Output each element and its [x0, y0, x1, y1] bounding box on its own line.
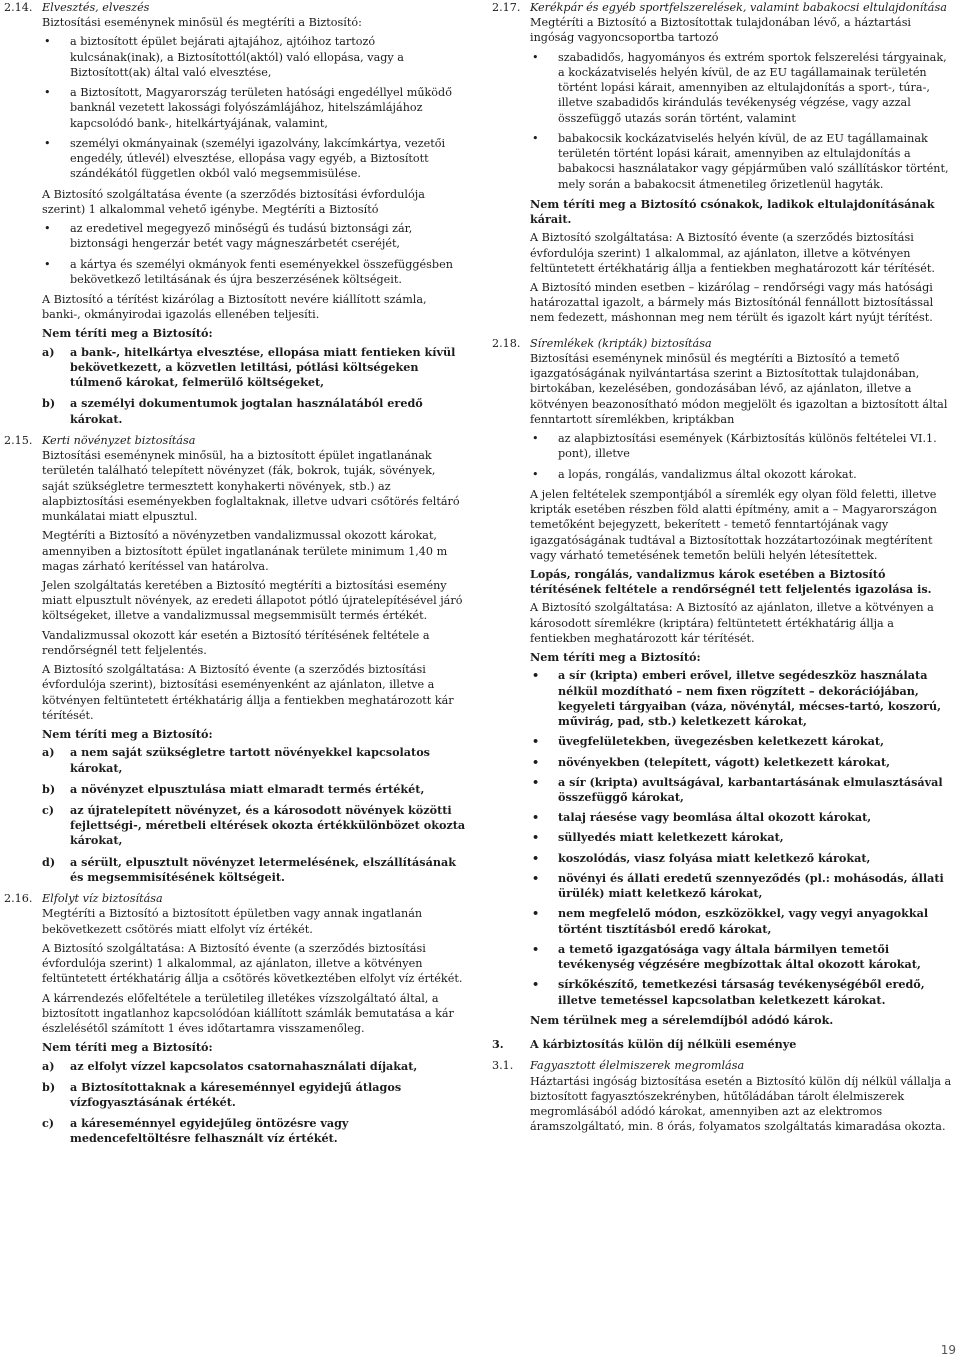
section-2-16-body — [4, 906, 466, 1146]
section-3-heading — [492, 1037, 956, 1052]
list-item — [42, 1080, 466, 1110]
list-item: • sírkőkészítő, temetkezési társaság tevékenységéből eredő, illetve temetéssel kapcsolatban keletkezett károkat. — [530, 977, 956, 1007]
paragraph: A Biztosító a térítést kizárólag a Biztosított nevére kiállított számla, banki-, okmányirodai igazolás ellenében teljesíti. — [42, 292, 427, 322]
list-marker: b) — [42, 1079, 56, 1094]
list-item: • babakocsik kockázatviselés helyén kívül, de az EU tagállamainak területén történt lopási kárait, amennyiben az eltulajdonítás a babakocsi használatakor vagy gépjárműben való szállításkor történt, mely során a babakocsit átmenetileg őrizetlenül hagyták. — [530, 131, 956, 192]
exclusion-list — [42, 745, 466, 885]
section-title: Kerékpár és egyéb sportfelszerelések, valamint babakocsi eltulajdonítása — [530, 1, 947, 14]
left-column — [4, 0, 466, 1153]
paragraph: Megtéríti a Biztosító a növényzetben vandalizmussal okozott károkat, amennyiben a biztosított épület ingatlanának területe minimum 1,40 m magas zárható kerítéssel van határolva. — [42, 529, 448, 573]
closing-note: Nem térülnek meg a sérelemdíjból adódó károk. — [530, 1012, 834, 1027]
list-item: • nem megfelelő módon, eszközökkel, vagy vegyi anyagokkal történt tisztításból eredő károkat, — [530, 906, 956, 936]
bullet-list — [42, 34, 466, 181]
list-text: az újratelepített növényzet, és a károsodott növények közötti fejlettségi-, méretbeli eltérések okozta értékkülönbözet okozta károkat, — [70, 803, 466, 848]
paragraph: A Biztosító szolgáltatása: A Biztosító évente (a szerződés biztosítási évfordulója szerint) 1 alkalommal, az ajánlaton, illetve a kötvényen feltüntetett értékhatárig állja a fentiekben meghatározott kár térítését. — [530, 231, 935, 275]
list-text: az elfolyt vízzel kapcsolatos csatornahasználati díjakat, — [70, 1058, 418, 1073]
exclusion-list — [530, 668, 956, 1007]
list-item: • az eredetivel megegyező minőségű és tudású biztonsági zár, biztonsági hengerzár betét vagy mágneszárbetét cseréjét, — [42, 221, 466, 251]
section-2-17-heading — [492, 0, 956, 15]
list-item: • talaj ráesése vagy beomlása által okozott károkat, — [530, 810, 956, 825]
list-marker: a) — [42, 344, 55, 359]
right-column — [492, 0, 956, 1138]
condition-note: Lopás, rongálás, vandalizmus károk esetében a Biztosító térítésének feltétele a rendőrségnél tett feljelentés igazolása is. — [530, 566, 932, 597]
section-title: Fagyasztott élelmiszerek megromlása — [530, 1059, 745, 1073]
exclusion-list — [42, 345, 466, 427]
list-text: a káreseménnyel egyidejűleg öntözésre vagy medencefeltöltésre felhasznált víz értékét. — [70, 1116, 349, 1146]
paragraph: Megtéríti a Biztosító a Biztosítottak tulajdonában lévő, a háztartási ingóság vagyoncsoportba tartozó — [530, 16, 912, 45]
list-text: a bank-, hitelkártya elvesztése, ellopása miatt fentieken kívül bekövetkezett, a közvetlen letiltási, pótlási költségeken túlmenő károkat, felmerülő költségeket, — [70, 344, 456, 390]
section-3-1-body — [492, 1074, 956, 1135]
paragraph: A Biztosító szolgáltatása: A Biztosító évente (a szerződés biztosítási évfordulója szerint), biztosítási eseményenként az ajánlaton, illetve a kötvényen feltüntetett értékhatárig állja a fentiekben meghatározott kár térítését. — [42, 663, 454, 722]
list-item: • szabadidős, hagyományos és extrém sportok felszerelési tárgyainak, a kockázatviselés helyén kívül, de az EU tagállamainak területén történt lopási kárait, amennyiben az eltulajdonítás a sport-, túra-, illetve szabadidős kirándulás tevékenység végzése, vagy azzal összefüggő utazás során történt, valamint — [530, 50, 956, 126]
list-item: • a lopás, rongálás, vandalizmus által okozott károkat. — [530, 467, 956, 482]
section-number: 3.1. — [492, 1059, 514, 1073]
paragraph: Biztosítási eseménynek minősül, ha a biztosított épület ingatlanának területén található telepített növényzet (fák, bokrok, tuják, sövények, saját szükségletre termesztett konyhakerti növények, stb.) az alapbiztosítási eseményekben foglaltaknak, illetve udvari csőtörés feltáró munkálatai miatt elpusztul. — [42, 449, 460, 524]
paragraph: A Biztosító szolgáltatása évente (a szerződés biztosítási évfordulója szerint) 1 alkalommal vehető igénybe. Megtéríti a Biztosító — [42, 187, 425, 216]
bullet-list — [42, 221, 466, 287]
paragraph: A kárrendezés előfeltétele a területileg illetékes vízszolgáltató által, a biztosított ingatlanhoz kapcsolódóan kiállított számlák bemutatása a kár észlelésétől számított 1 éves időtartamra visszamenőleg. — [42, 991, 454, 1036]
list-item: • a sír (kripta) avultságával, karbantartásának elmulasztásával összefüggő károkat, — [530, 775, 956, 805]
list-item — [42, 345, 466, 391]
bullet-list — [530, 431, 956, 482]
list-text: a nem saját szükségletre tartott növényekkel kapcsolatos károkat, — [70, 745, 430, 775]
paragraph: A jelen feltételek szempontjából a síremlék egy olyan föld feletti, illetve kripták esetében részben föld alatti építmény, amit a – Magyarországon temetőként bejegyzett, bekerített - temető fenntartójának vagy igazgatóságának tudtával a Biztosítottak hozzátartozóinak megtérítent vagy várható temetésének temetőn belüli helyén létesítettek. — [530, 487, 938, 562]
list-item — [42, 745, 466, 775]
list-marker: c) — [42, 803, 55, 818]
list-item: • a sír (kripta) emberi erővel, illetve segédeszköz használata nélkül mozdítható – nem fixen rögzített – dekorációjában, kegyeleti tárgyaiban (váza, növénytál, mécses-tartó, koszorú, művirág, pad, stb.) keletkezett károkat, — [530, 668, 956, 729]
list-text: a Biztosítottaknak a káreseménnyel egyidejű átlagos vízfogyasztásának értékét. — [70, 1079, 402, 1109]
list-item: • az alapbiztosítási események (Kárbiztosítás különös feltételei VI.1. pont), illetve — [530, 431, 956, 461]
list-marker: a) — [42, 1058, 55, 1073]
list-item: • személyi okmányainak (személyi igazolvány, lakcímkártya, vezetői engedély, útlevél) elvesztése, ellopása vagy egyéb, a Biztosított szándékától független okból való megsemmisülése. — [42, 136, 466, 182]
paragraph: A Biztosító minden esetben – kizárólag – rendőrségi vagy más hatósági határozattal igazolt, a bármely más Biztosítónál fennállott biztosítással nem fedezett, máshonnan meg nem térült és igazolt kárt nyújt térítést. — [530, 280, 934, 325]
paragraph: Biztosítási eseménynek minősül és megtéríti a Biztosító: — [42, 16, 362, 30]
section-title: Elvesztés, elveszés — [42, 1, 150, 14]
section-number: 2.18. — [492, 336, 521, 350]
list-item: • növényi és állati eredetű szennyeződés (pl.: mohásodás, állati ürülék) miatt keletkező károkat, — [530, 871, 956, 901]
section-title: Síremlékek (kripták) biztosítása — [530, 336, 712, 350]
list-text: a növényzet elpusztulása miatt elmaradt termés értékét, — [70, 781, 425, 796]
section-2-14-heading — [4, 0, 466, 15]
exclusion-heading: Nem téríti meg a Biztosító: — [42, 727, 213, 742]
section-number: 2.17. — [492, 1, 521, 14]
exclusion-heading: Nem téríti meg a Biztosító: — [530, 650, 701, 665]
page-number: 19 — [940, 1343, 956, 1357]
section-2-15-heading — [4, 433, 466, 448]
section-title: Elfolyt víz biztosítása — [42, 892, 163, 906]
paragraph: Jelen szolgáltatás keretében a Biztosító megtéríti a biztosítási esemény miatt elpusztult növények, az eredeti állapotot pótló újratelepítésével járó költségeket, illetve a vandalizmussal megsemmisült termés értékét. — [42, 578, 463, 623]
paragraph: Megtéríti a Biztosító a biztosított épületben vagy annak ingatlanán bekövetkezett csőtörés miatt elfolyt víz értékét. — [42, 907, 423, 936]
list-item: • növényekben (telepített, vágott) keletkezett károkat, — [530, 755, 956, 770]
list-marker: b) — [42, 781, 56, 796]
paragraph: Háztartási ingóság biztosítása esetén a Biztosító külön díj nélkül vállalja a biztosított fagyasztószekrényben, hűtőládában tárolt élelmiszerek megromlásából adódó károkat, amennyiben azt az elektromos áramszolgáltató, min. 8 órás, folyamatos szolgáltatás kimaradása okozta. — [530, 1074, 952, 1134]
list-item: • a biztosított épület bejárati ajtajához, ajtóihoz tartozó kulcsának(inak), a Biztosítottól(aktól) való ellopása, vagy a Biztosított(ak) által való elvesztése, — [42, 34, 466, 80]
paragraph: Biztosítási eseménynek minősül és megtéríti a Biztosító a temető igazgatóságának nyilvántartása szerint a Biztosítottak tulajdonában, birtokában, kezelésében, gondozásában lévő, az ajánlaton, illetve a kötvényen beazonosítható módon megjelölt és igazoltan a biztosított által fenntartott síremlékben, kriptákban — [530, 351, 948, 426]
list-marker: d) — [42, 854, 56, 869]
section-title: A kárbiztosítás külön díj nélküli eseménye — [530, 1037, 797, 1052]
section-2-18-heading — [492, 336, 956, 351]
list-marker: b) — [42, 396, 56, 411]
list-item — [42, 1059, 466, 1074]
exclusion-list — [42, 1059, 466, 1147]
list-text: a személyi dokumentumok jogtalan használatából eredő károkat. — [70, 396, 423, 426]
section-2-17-body — [492, 15, 956, 325]
section-2-15-body — [4, 448, 466, 885]
exclusion-note: Nem téríti meg a Biztosító csónakok, ladikok eltulajdonításának kárait. — [530, 196, 935, 227]
list-marker: c) — [42, 1116, 55, 1131]
exclusion-heading: Nem téríti meg a Biztosító: — [42, 1040, 213, 1055]
section-number: 2.15. — [4, 433, 33, 447]
section-title: Kerti növényzet biztosítása — [42, 433, 196, 447]
section-2-18-body — [492, 351, 956, 1028]
paragraph: A Biztosító szolgáltatása: A Biztosító évente (a szerződés biztosítási évfordulója szerint) 1 alkalommal, az ajánlaton, illetve a kötvényen feltüntetett értékhatárig állja a csőtörés következtében elfolyt víz értékét. — [42, 941, 463, 986]
list-item — [42, 803, 466, 849]
list-item — [42, 396, 466, 426]
list-item: • üvegfelületekben, üvegezésben keletkezett károkat, — [530, 734, 956, 749]
section-number: 2.14. — [4, 1, 33, 14]
section-2-14-body — [4, 15, 466, 427]
list-item — [42, 855, 466, 885]
list-item — [42, 1116, 466, 1146]
section-number: 2.16. — [4, 892, 33, 906]
list-marker: a) — [42, 745, 55, 760]
list-item: • koszolódás, viasz folyása miatt keletkező károkat, — [530, 851, 956, 866]
bullet-list — [530, 50, 956, 192]
section-3-1-heading — [492, 1058, 956, 1073]
list-item: • a Biztosított, Magyarország területen hatósági engedéllyel működő banknál vezetett lakossági folyószámlájához, hitelszámlájához kapcsolódó bank-, hitelkártyájának, valamint, — [42, 85, 466, 131]
list-item: • a temető igazgatósága vagy általa bármilyen temetői tevékenység végzésére megbízottak által okozott károkat, — [530, 942, 956, 972]
list-item — [42, 782, 466, 797]
section-number: 3. — [492, 1037, 504, 1052]
exclusion-heading: Nem téríti meg a Biztosító: — [42, 326, 213, 341]
section-2-16-heading — [4, 891, 466, 906]
list-text: a sérült, elpusztult növényzet letermelésének, elszállításának és megsemmisítésének költségeit. — [70, 854, 456, 884]
list-item: • a kártya és személyi okmányok fenti eseményekkel összefüggésben bekövetkező letiltásának és újra beszerzésének költségeit. — [42, 257, 466, 287]
paragraph: A Biztosító szolgáltatása: A Biztosító az ajánlaton, illetve a kötvényen a károsodott síremlékre (kriptára) feltüntetett értékhatárig állja a fentiekben meghatározott kár térítését. — [530, 601, 934, 645]
list-item: • süllyedés miatt keletkezett károkat, — [530, 830, 956, 845]
paragraph: Vandalizmussal okozott kár esetén a Biztosító térítésének feltétele a rendőrségnél tett feljelentés. — [42, 628, 430, 657]
